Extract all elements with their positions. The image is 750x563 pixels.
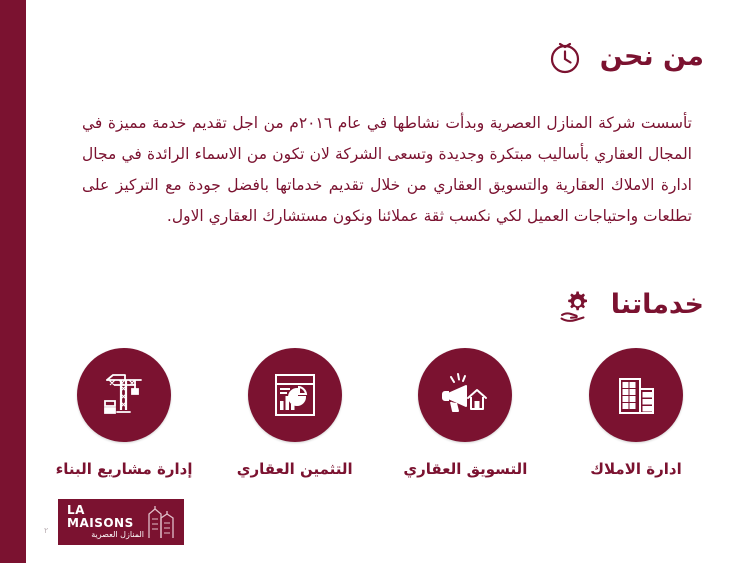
building-icon <box>589 348 683 442</box>
left-accent-bar-separator <box>26 0 30 563</box>
services-section-heading <box>555 284 704 326</box>
service-item-real-estate-marketing[interactable] <box>391 348 539 478</box>
about-heading-label: من نحن <box>599 41 704 73</box>
page-number: ٢ <box>44 526 49 535</box>
logo-title: LA MAISONS <box>67 503 134 530</box>
crane-icon <box>77 348 171 442</box>
logo-subtitle: المنازل العصرية <box>91 530 144 540</box>
building-mark-icon <box>144 500 178 544</box>
services-heading-label: خدماتنا <box>610 289 704 321</box>
service-item-property-management[interactable] <box>562 348 710 478</box>
about-paragraph: تأسست شركة المنازل العصرية وبدأت نشاطها في عام ٢٠١٦م من اجل تقديم خدمة مميزة في المجال العقاري بأساليب مبتكرة وجديدة وتسعى الشركة لان تكون من الاسماء الرائدة في مجال ادارة الاملاك العقارية والتسويق العقاري من خلال تقديم خدماتها بافضل جودة مع التركيز على تطلعات واحتياجات العميل لكي نكسب ثقة عملائنا ونكون مستشارك العقاري الاول. <box>82 114 692 225</box>
megaphone-house-icon <box>418 348 512 442</box>
clock-icon <box>544 36 586 78</box>
service-item-construction-project-management[interactable] <box>50 348 198 478</box>
service-label: التسويق العقاري <box>403 460 528 478</box>
service-label: إدارة مشاريع البناء <box>55 460 193 478</box>
service-label: ادارة الاملاك <box>590 460 682 478</box>
company-logo <box>58 499 184 545</box>
services-list <box>50 348 710 478</box>
logo-text-group <box>58 504 144 540</box>
service-label: التثمين العقاري <box>236 460 353 478</box>
report-chart-icon <box>248 348 342 442</box>
about-section-heading <box>544 36 704 78</box>
service-item-property-valuation[interactable] <box>221 348 369 478</box>
left-accent-bar <box>0 0 26 563</box>
gear-hand-icon <box>555 284 597 326</box>
